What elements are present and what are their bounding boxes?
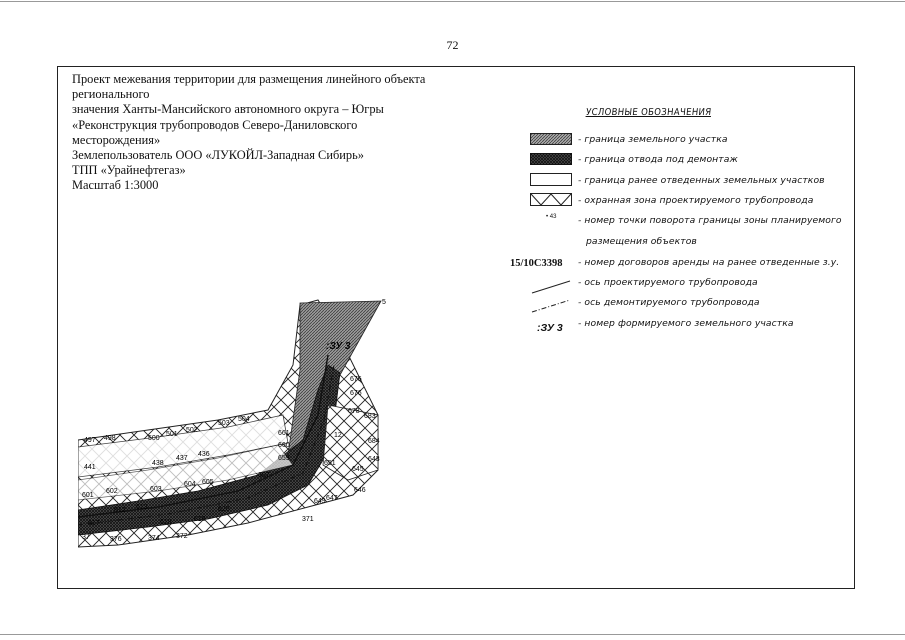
point-label: 371 bbox=[302, 516, 314, 523]
point-label: 613 bbox=[136, 504, 148, 511]
title-line: месторождения» bbox=[72, 132, 161, 147]
point-label: 678 bbox=[348, 408, 360, 415]
scan-bottom-edge bbox=[0, 634, 905, 635]
legend-item-parcel: - граница земельного участка bbox=[578, 134, 728, 145]
point-label: 374 bbox=[148, 535, 160, 542]
zigzag-zone-icon bbox=[530, 193, 572, 206]
title-line: регионального bbox=[72, 87, 150, 102]
turn-point-sample-label: 43 bbox=[549, 214, 557, 220]
point-label: 646 bbox=[354, 487, 366, 494]
legend-item-lease: - номер договоров аренды на ранее отведенные з.у. bbox=[578, 257, 840, 268]
legend-item-demolition: - граница отвода под демонтаж bbox=[578, 154, 738, 165]
point-label: 684 bbox=[368, 438, 380, 445]
point-label: 376 bbox=[110, 536, 122, 543]
point-label: 619 bbox=[194, 516, 206, 523]
page-number: 72 bbox=[446, 38, 459, 52]
point-label: 659 bbox=[278, 455, 290, 462]
legend-item-turn-point-cont: размещения объектов bbox=[586, 236, 697, 247]
point-label: 605 bbox=[202, 479, 214, 486]
point-label: 612 bbox=[114, 507, 126, 514]
point-label: 503 bbox=[218, 420, 230, 427]
point-label: 643 bbox=[368, 456, 380, 463]
point-label: 37 bbox=[82, 534, 90, 541]
title-line: «Реконструкция трубопроводов Северо-Даниловского bbox=[72, 117, 358, 132]
title-line: значения Ханты-Мансийского автономного округа – Югры bbox=[72, 102, 384, 117]
empty-rect-icon bbox=[530, 173, 572, 186]
point-label: 651 bbox=[324, 460, 336, 467]
point-label: 5 bbox=[382, 299, 386, 306]
lease-number-sample: 15/10С3398 bbox=[510, 258, 563, 269]
legend-item-design-axis: - ось проектируемого трубопровода bbox=[578, 277, 758, 288]
point-label: 497 bbox=[84, 437, 96, 444]
scan-top-edge bbox=[0, 1, 905, 2]
point-label: 502 bbox=[186, 427, 198, 434]
point-label: 660 bbox=[278, 442, 290, 449]
point-label: 618 bbox=[160, 519, 172, 526]
hatched-parcel-icon bbox=[530, 133, 572, 145]
dark-hatched-icon bbox=[530, 153, 572, 165]
parcel-label: :ЗУ 3 bbox=[326, 341, 351, 352]
point-label: 504 bbox=[238, 416, 250, 423]
point-label: 617 bbox=[88, 520, 100, 527]
point-label: 604 bbox=[184, 481, 196, 488]
point-label: 438 bbox=[152, 460, 164, 467]
point-label: 500 bbox=[148, 435, 160, 442]
parcel-number-sample: :ЗУ 3 bbox=[537, 322, 563, 334]
point-label: 603 bbox=[150, 486, 162, 493]
point-label: 607 bbox=[258, 472, 270, 479]
dashed-axis-line-icon bbox=[530, 296, 572, 314]
point-label: 498 bbox=[104, 435, 116, 442]
point-label: 12 bbox=[334, 432, 342, 439]
division-line: ТПП «Урайнефтегаз» bbox=[72, 163, 186, 178]
point-label: 620 bbox=[218, 506, 230, 513]
land-user-line: Землепользователь ООО «ЛУКОЙЛ-Западная Сибирь» bbox=[72, 148, 364, 163]
point-label: 645 bbox=[352, 466, 364, 473]
point-label: 676 bbox=[350, 390, 362, 397]
point-label: 437 bbox=[176, 455, 188, 462]
point-label: 647 bbox=[326, 495, 338, 502]
legend-title: УСЛОВНЫЕ ОБОЗНАЧЕНИЯ bbox=[585, 107, 712, 118]
cadastral-map bbox=[78, 295, 408, 550]
turn-point-sample: • 43 bbox=[546, 214, 557, 220]
legend-item-previous: - граница ранее отведенных земельных участков bbox=[578, 175, 825, 186]
point-label: 675 bbox=[350, 376, 362, 383]
point-label: 601 bbox=[82, 492, 94, 499]
legend-item-protection-zone: - охранная зона проектируемого трубопровода bbox=[578, 195, 814, 206]
point-label: 602 bbox=[106, 488, 118, 495]
point-label: 441 bbox=[84, 464, 96, 471]
point-label: 649 bbox=[314, 498, 326, 505]
point-label: 661 bbox=[278, 430, 290, 437]
point-label: 501 bbox=[166, 431, 178, 438]
legend-item-demolish-axis: - ось демонтируемого трубопровода bbox=[578, 297, 760, 308]
title-line: Проект межевания территории для размещения линейного объекта bbox=[72, 72, 426, 86]
scale-line: Масштаб 1:3000 bbox=[72, 178, 159, 193]
point-label: 372 bbox=[176, 533, 188, 540]
point-label: 436 bbox=[198, 451, 210, 458]
legend-item-turn-point: - номер точки поворота границы зоны планируемого bbox=[578, 215, 842, 226]
point-label: 683 bbox=[364, 413, 376, 420]
solid-axis-line-icon bbox=[530, 277, 572, 295]
title-block bbox=[72, 72, 462, 194]
legend-item-parcel-number: - номер формируемого земельного участка bbox=[578, 318, 794, 329]
